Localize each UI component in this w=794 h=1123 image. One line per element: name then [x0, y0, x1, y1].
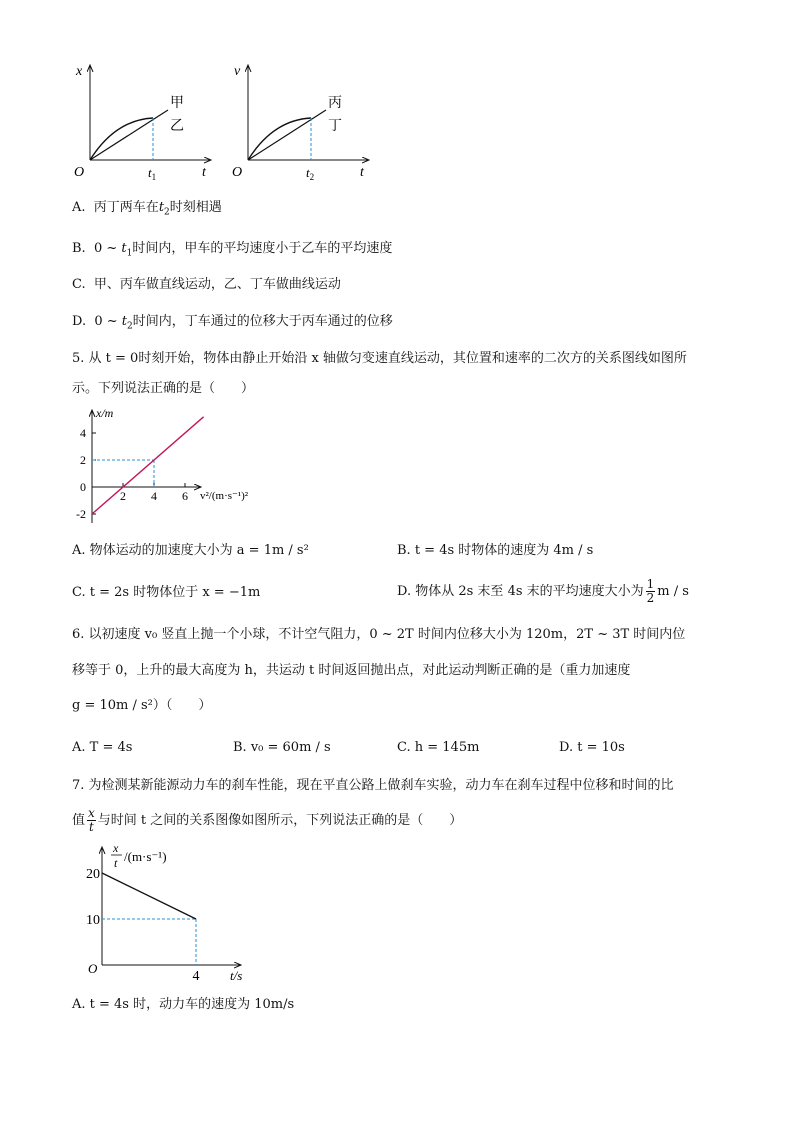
q7-y-label-unit: /(m·s⁻¹) [124, 849, 167, 864]
vt-graph [218, 60, 378, 185]
q5-y-label: x/m [96, 406, 114, 420]
q6-stem-line2: 移等于 0，上升的最大高度为 h，共运动 t 时间返回抛出点，对此运动判断正确的是（重力加速度 [72, 663, 631, 678]
vt-tick-t2: $t_2$ [306, 165, 315, 182]
q6-stem-line3: g = 10m / s²）（ ） [72, 698, 212, 713]
q5-y-tick-label: 2 [80, 453, 86, 467]
q7-x-label: t/s [230, 968, 243, 983]
q5-stem-line2: 示。下列说法正确的是（ ） [72, 381, 255, 396]
vt-origin: O [232, 165, 243, 180]
q4-option-b: B. 0 ~ $t_1$时间内，甲车的平均速度小于乙车的平均速度 [72, 241, 393, 259]
q5-option-a: A. 物体运动的加速度大小为 a = 1m / s² [72, 543, 309, 558]
q5-x-tick-label: 4 [151, 489, 157, 503]
q5-option-d: D. 物体从 2s 末至 4s 末的平均速度大小为 $\frac{1}{2}$ m / s [397, 577, 689, 605]
q4-option-d: D. 0 ~ $t_2$时间内，丁车通过的位移大于丙车通过的位移 [72, 314, 393, 332]
q6-option-d: D. t = 10s [559, 740, 625, 755]
q7-x-tick-label: 4 [192, 969, 200, 984]
q4-option-a: A. 丙丁两车在$t_2$时刻相遇 [72, 200, 222, 218]
xt-label-jia: 甲 [170, 96, 184, 111]
q7-origin: O [88, 961, 98, 976]
q6-option-a: A. T = 4s [72, 740, 133, 755]
vt-label-ding: 丁 [328, 119, 342, 134]
vt-line-ding [248, 110, 326, 160]
xt-graph [60, 60, 220, 185]
q6-stem-line1: 6. 以初速度 v₀ 竖直上抛一个小球，不计空气阻力，0 ~ 2T 时间内位移大小为 120m，2T ~ 3T 时间内位 [72, 627, 686, 642]
q7-y-tick-label: 20 [86, 867, 100, 882]
q7-graph [80, 840, 260, 985]
vt-x-label: t [360, 165, 364, 180]
q7-y-label-den: t [114, 856, 118, 870]
q5-y-tick-label: -2 [76, 507, 86, 521]
q5-x-tick-label: 6 [182, 489, 188, 503]
q7-y-tick-label: 10 [86, 913, 100, 928]
xt-origin: O [74, 165, 85, 180]
q5-option-d-fraction: $\frac{1}{2}$ [646, 577, 655, 605]
q5-y-tick-label: 4 [80, 426, 86, 440]
q7-stem-fraction: $\frac{x}{t}$ [88, 806, 95, 834]
vt-y-label: v [234, 64, 241, 79]
q5-option-c: C. t = 2s 时物体位于 x = −1m [72, 585, 261, 600]
q6-option-c: C. h = 145m [397, 740, 480, 755]
q7-y-label-num: x [113, 841, 119, 855]
xt-y-label: x [76, 64, 83, 79]
vt-label-bing: 丙 [328, 96, 342, 111]
q7-stem-line1: 7. 为检测某新能源动力车的刹车性能，现在平直公路上做刹车实验，动力车在刹车过程中位移和时间的比 [72, 778, 674, 793]
xt-tick-t1: $t_1$ [148, 165, 157, 182]
q4-option-c: C. 甲、丙车做直线运动，乙、丁车做曲线运动 [72, 277, 341, 292]
q7-stem-line2: 值 $\frac{x}{t}$ 与时间 t 之间的关系图像如图所示，下列说法正确的是（ ） [72, 806, 463, 834]
q7-option-a: A. t = 4s 时，动力车的速度为 10m/s [72, 997, 295, 1012]
q6-option-b: B. v₀ = 60m / s [233, 740, 331, 755]
q5-graph [60, 405, 275, 530]
xt-line-yi [90, 110, 168, 160]
xt-label-yi: 乙 [170, 119, 184, 134]
q5-y-tick-label: 0 [80, 480, 86, 494]
q5-stem-line1: 5. 从 t = 0时刻开始，物体由静止开始沿 x 轴做匀变速直线运动，其位置和速率的二次方的关系图线如图所 [72, 351, 687, 366]
q5-option-b: B. t = 4s 时物体的速度为 4m / s [397, 543, 594, 558]
q7-data-line [102, 873, 196, 919]
xt-x-label: t [202, 165, 206, 180]
q5-x-tick-label: 2 [120, 489, 126, 503]
q5-x-label: v²/(m·s⁻¹)² [200, 490, 249, 502]
